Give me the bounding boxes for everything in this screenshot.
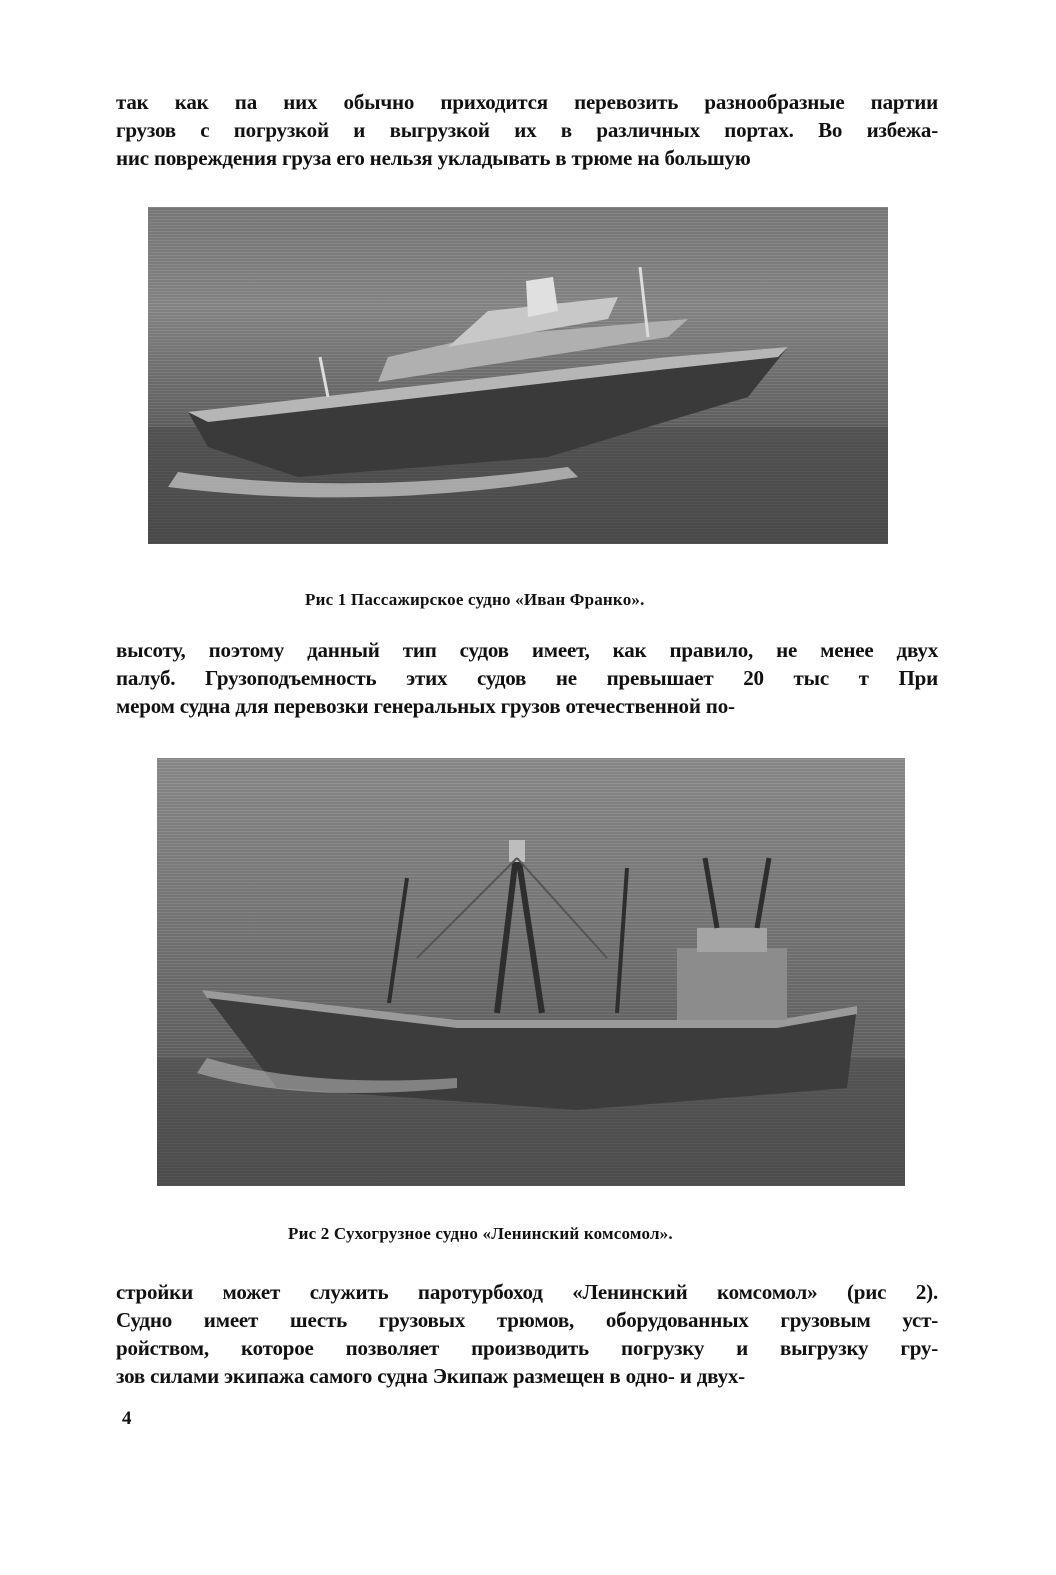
text-line: высоту, поэтому данный тип судов имеет, как правило, не менее двух	[116, 638, 938, 662]
text-line: мером судна для перевозки генеральных грузов отечественной по-	[116, 694, 735, 718]
figure-2-cargo-ship-photo	[157, 758, 905, 1186]
paragraph-3	[116, 1278, 938, 1390]
text-line: нис повреждения груза его нельзя укладывать в трюме на большую	[116, 146, 751, 170]
text-line: зов силами экипажа самого судна Экипаж размещен в одно- и двух-	[116, 1364, 745, 1388]
text-line: грузов с погрузкой и выгрузкой их в различных портах. Во избежа-	[116, 118, 938, 142]
paragraph-1	[116, 88, 938, 172]
paragraph-2	[116, 636, 938, 720]
figure-2-caption: Рис 2 Сухогрузное судно «Ленинский комсомол».	[288, 1224, 673, 1243]
text-line: Судно имеет шесть грузовых трюмов, оборудованных грузовым уст-	[116, 1308, 938, 1332]
text-line: стройки может служить паротурбоход «Ленинский комсомол» (рис 2).	[116, 1280, 938, 1304]
text-line: палуб. Грузоподъемность этих судов не превышает 20 тыс т При	[116, 666, 938, 690]
passenger-ship-illustration	[148, 207, 888, 544]
text-line: так как па них обычно приходится перевозить разнообразные партии	[116, 90, 938, 114]
figure-1-passenger-ship-photo	[148, 207, 888, 544]
page-number: 4	[122, 1408, 132, 1429]
figure-1-caption: Рис 1 Пассажирское судно «Иван Франко».	[305, 590, 645, 609]
text-line: ройством, которое позволяет производить погрузку и выгрузку гру-	[116, 1336, 938, 1360]
cargo-ship-illustration	[157, 758, 905, 1186]
